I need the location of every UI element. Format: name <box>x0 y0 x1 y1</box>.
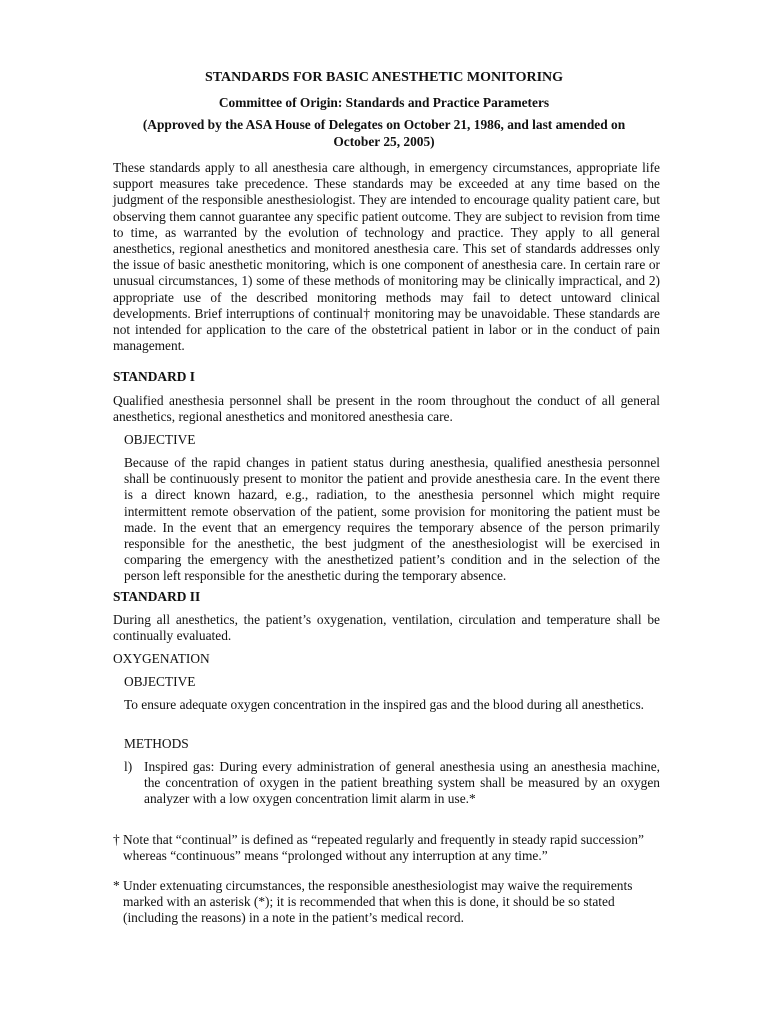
footnote-asterisk <box>113 878 660 927</box>
standard-2-heading: STANDARD II <box>113 589 201 604</box>
methods-label: METHODS <box>124 736 189 751</box>
method-item-1 <box>124 759 660 808</box>
footnote-dagger-symbol: † <box>113 832 120 847</box>
standard-1-heading: STANDARD I <box>113 369 195 384</box>
footnote-asterisk-symbol: * <box>113 878 120 893</box>
standard-1-text: Qualified anesthesia personnel shall be present in the room throughout the conduct of all general anesthetics, regional anesthetics and monitored anesthesia care. <box>113 393 660 425</box>
standard-2-objective-text: To ensure adequate oxygen concentration in the inspired gas and the blood during all anesthetics. <box>124 697 645 712</box>
method-item-text: Inspired gas: During every administration of general anesthesia using an anesthesia machine, the concentration of oxygen in the patient breathing system shall be measured by an oxygen analyzer with a low oxygen concentration limit alarm in use.* <box>144 759 660 807</box>
standard-2-objective-label: OBJECTIVE <box>124 674 196 689</box>
approval-note: (Approved by the ASA House of Delegates on October 21, 1986, and last amended on October 25, 2005) <box>142 117 626 149</box>
standard-1-objective-label: OBJECTIVE <box>124 432 196 447</box>
footnote-dagger-text: Note that “continual” is defined as “repeated regularly and frequently in steady rapid succession” whereas “continuous” means “prolonged without any interruption at any time.” <box>123 832 644 864</box>
footnote-asterisk-text: Under extenuating circumstances, the responsible anesthesiologist may waive the requirements marked with an asterisk (*); it is recommended that when this is done, it should be so stated (including the reasons) in a note in the patient’s medical record. <box>123 878 633 926</box>
intro-paragraph: These standards apply to all anesthesia care although, in emergency circumstances, appropriate life support measures take precedence. These standards may be exceeded at any time based on the judgment of the responsible anesthesiologist. They are intended to encourage quality patient care, but observing them cannot guarantee any specific patient outcome. They are subject to revision from time to time, as warranted by the evolution of technology and practice. They apply to all general anesthetics, regional anesthetics and monitored anesthesia care. This set of standards addresses only the issue of basic anesthetic monitoring, which is one component of anesthesia care. In certain rare or unusual circumstances, 1) some of these methods of monitoring may be clinically impractical, and 2) appropriate use of the described monitoring methods may fail to detect untoward clinical developments. Brief interruptions of continual† monitoring may be unavoidable. These standards are not intended for application to the care of the obstetrical patient in labor or in the conduct of pain management. <box>113 160 660 354</box>
committee-of-origin: Committee of Origin: Standards and Practice Parameters <box>218 95 550 110</box>
document-title: STANDARDS FOR BASIC ANESTHETIC MONITORING <box>204 70 564 85</box>
footnote-dagger <box>113 832 660 864</box>
standard-1-objective-text: Because of the rapid changes in patient status during anesthesia, qualified anesthesia personnel shall be continuously present to monitor the patient and provide anesthesia care. In the event there is a direct known hazard, e.g., radiation, to the anesthesia personnel which might require intermittent remote observation of the patient, some provision for monitoring the patient must be made. In the event that an emergency requires the temporary absence of the person primarily responsible for the anesthetic, the best judgment of the anesthesiologist will be exercised in comparing the emergency with the anesthetized patient’s condition and in the selection of the person left responsible for the anesthetic during the temporary absence. <box>124 455 660 584</box>
oxygenation-label: OXYGENATION <box>113 651 210 666</box>
method-item-number: l) <box>124 759 133 774</box>
standard-2-text: During all anesthetics, the patient’s oxygenation, ventilation, circulation and temperature shall be continually evaluated. <box>113 612 660 644</box>
